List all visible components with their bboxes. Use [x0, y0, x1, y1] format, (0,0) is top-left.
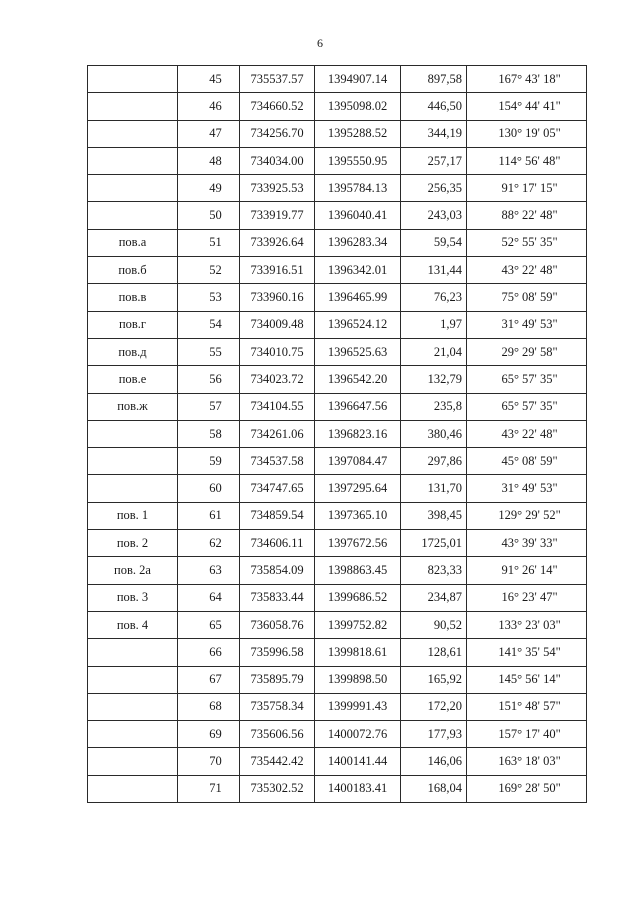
- point-number-cell: 62: [178, 530, 240, 557]
- distance-cell: 1,97: [401, 311, 467, 338]
- y-coordinate-cell: 1396525.63: [315, 338, 401, 365]
- direction-angle-cell: 129° 29' 52": [467, 502, 587, 529]
- point-number-cell: 56: [178, 366, 240, 393]
- x-coordinate-cell: 734261.06: [240, 420, 315, 447]
- x-coordinate-cell: 733916.51: [240, 257, 315, 284]
- distance-cell: 235,8: [401, 393, 467, 420]
- y-coordinate-cell: 1397365.10: [315, 502, 401, 529]
- direction-angle-cell: 91° 26' 14": [467, 557, 587, 584]
- point-label-cell: [88, 175, 178, 202]
- x-coordinate-cell: 734009.48: [240, 311, 315, 338]
- point-label-cell: [88, 93, 178, 120]
- y-coordinate-cell: 1396465.99: [315, 284, 401, 311]
- point-number-cell: 49: [178, 175, 240, 202]
- table-row: [88, 775, 587, 802]
- point-label-cell: [88, 66, 178, 93]
- table-row: [88, 311, 587, 338]
- point-number-cell: 64: [178, 584, 240, 611]
- y-coordinate-cell: 1396040.41: [315, 202, 401, 229]
- direction-angle-cell: 65° 57' 35": [467, 393, 587, 420]
- point-number-cell: 60: [178, 475, 240, 502]
- table-row: [88, 693, 587, 720]
- y-coordinate-cell: 1400141.44: [315, 748, 401, 775]
- table-row: [88, 66, 587, 93]
- direction-angle-cell: 16° 23' 47": [467, 584, 587, 611]
- distance-cell: 234,87: [401, 584, 467, 611]
- direction-angle-cell: 31° 49' 53": [467, 311, 587, 338]
- y-coordinate-cell: 1399752.82: [315, 611, 401, 638]
- x-coordinate-cell: 735302.52: [240, 775, 315, 802]
- table-row: [88, 557, 587, 584]
- y-coordinate-cell: 1395550.95: [315, 147, 401, 174]
- point-label-cell: [88, 693, 178, 720]
- x-coordinate-cell: 735895.79: [240, 666, 315, 693]
- x-coordinate-cell: 735758.34: [240, 693, 315, 720]
- point-label-cell: [88, 639, 178, 666]
- coordinates-table-body: [88, 66, 587, 803]
- distance-cell: 177,93: [401, 721, 467, 748]
- y-coordinate-cell: 1399898.50: [315, 666, 401, 693]
- table-row: [88, 93, 587, 120]
- x-coordinate-cell: 734606.11: [240, 530, 315, 557]
- point-label-cell: [88, 748, 178, 775]
- point-label-cell: пов. 2а: [88, 557, 178, 584]
- x-coordinate-cell: 734034.00: [240, 147, 315, 174]
- direction-angle-cell: 91° 17' 15": [467, 175, 587, 202]
- distance-cell: 256,35: [401, 175, 467, 202]
- point-number-cell: 45: [178, 66, 240, 93]
- direction-angle-cell: 145° 56' 14": [467, 666, 587, 693]
- point-label-cell: пов. 4: [88, 611, 178, 638]
- distance-cell: 131,70: [401, 475, 467, 502]
- distance-cell: 380,46: [401, 420, 467, 447]
- point-label-cell: [88, 420, 178, 447]
- distance-cell: 297,86: [401, 448, 467, 475]
- table-row: [88, 666, 587, 693]
- table-row: [88, 120, 587, 147]
- y-coordinate-cell: 1399991.43: [315, 693, 401, 720]
- direction-angle-cell: 130° 19' 05": [467, 120, 587, 147]
- point-label-cell: пов. 1: [88, 502, 178, 529]
- distance-cell: 131,44: [401, 257, 467, 284]
- table-row: [88, 502, 587, 529]
- y-coordinate-cell: 1395784.13: [315, 175, 401, 202]
- table-row: [88, 475, 587, 502]
- point-label-cell: пов. 3: [88, 584, 178, 611]
- point-label-cell: [88, 202, 178, 229]
- direction-angle-cell: 43° 22' 48": [467, 420, 587, 447]
- y-coordinate-cell: 1396342.01: [315, 257, 401, 284]
- x-coordinate-cell: 734256.70: [240, 120, 315, 147]
- point-number-cell: 53: [178, 284, 240, 311]
- table-row: [88, 284, 587, 311]
- table-row: [88, 202, 587, 229]
- x-coordinate-cell: 733960.16: [240, 284, 315, 311]
- point-number-cell: 58: [178, 420, 240, 447]
- point-label-cell: [88, 475, 178, 502]
- y-coordinate-cell: 1396283.34: [315, 229, 401, 256]
- point-label-cell: пов.ж: [88, 393, 178, 420]
- point-label-cell: [88, 147, 178, 174]
- x-coordinate-cell: 735833.44: [240, 584, 315, 611]
- point-number-cell: 52: [178, 257, 240, 284]
- distance-cell: 146,06: [401, 748, 467, 775]
- y-coordinate-cell: 1399686.52: [315, 584, 401, 611]
- distance-cell: 90,52: [401, 611, 467, 638]
- x-coordinate-cell: 735996.58: [240, 639, 315, 666]
- direction-angle-cell: 169° 28' 50": [467, 775, 587, 802]
- y-coordinate-cell: 1394907.14: [315, 66, 401, 93]
- distance-cell: 21,04: [401, 338, 467, 365]
- point-number-cell: 57: [178, 393, 240, 420]
- direction-angle-cell: 45° 08' 59": [467, 448, 587, 475]
- distance-cell: 257,17: [401, 147, 467, 174]
- point-label-cell: [88, 775, 178, 802]
- point-number-cell: 47: [178, 120, 240, 147]
- x-coordinate-cell: 733926.64: [240, 229, 315, 256]
- point-label-cell: пов. 2: [88, 530, 178, 557]
- point-number-cell: 67: [178, 666, 240, 693]
- table-row: [88, 748, 587, 775]
- y-coordinate-cell: 1396542.20: [315, 366, 401, 393]
- point-number-cell: 55: [178, 338, 240, 365]
- table-row: [88, 175, 587, 202]
- point-label-cell: пов.е: [88, 366, 178, 393]
- table-row: [88, 147, 587, 174]
- x-coordinate-cell: 734747.65: [240, 475, 315, 502]
- table-row: [88, 611, 587, 638]
- x-coordinate-cell: 733925.53: [240, 175, 315, 202]
- x-coordinate-cell: 734660.52: [240, 93, 315, 120]
- distance-cell: 168,04: [401, 775, 467, 802]
- y-coordinate-cell: 1396823.16: [315, 420, 401, 447]
- point-number-cell: 59: [178, 448, 240, 475]
- distance-cell: 344,19: [401, 120, 467, 147]
- direction-angle-cell: 43° 39' 33": [467, 530, 587, 557]
- x-coordinate-cell: 735537.57: [240, 66, 315, 93]
- point-number-cell: 65: [178, 611, 240, 638]
- table-row: [88, 393, 587, 420]
- y-coordinate-cell: 1397295.64: [315, 475, 401, 502]
- distance-cell: 446,50: [401, 93, 467, 120]
- distance-cell: 398,45: [401, 502, 467, 529]
- table-row: [88, 338, 587, 365]
- y-coordinate-cell: 1400072.76: [315, 721, 401, 748]
- distance-cell: 243,03: [401, 202, 467, 229]
- direction-angle-cell: 151° 48' 57": [467, 693, 587, 720]
- point-label-cell: пов.д: [88, 338, 178, 365]
- direction-angle-cell: 141° 35' 54": [467, 639, 587, 666]
- direction-angle-cell: 43° 22' 48": [467, 257, 587, 284]
- y-coordinate-cell: 1397084.47: [315, 448, 401, 475]
- direction-angle-cell: 133° 23' 03": [467, 611, 587, 638]
- table-row: [88, 530, 587, 557]
- point-number-cell: 61: [178, 502, 240, 529]
- table-row: [88, 448, 587, 475]
- table-row: [88, 584, 587, 611]
- direction-angle-cell: 29° 29' 58": [467, 338, 587, 365]
- point-label-cell: пов.б: [88, 257, 178, 284]
- direction-angle-cell: 88° 22' 48": [467, 202, 587, 229]
- distance-cell: 76,23: [401, 284, 467, 311]
- point-number-cell: 51: [178, 229, 240, 256]
- x-coordinate-cell: 734023.72: [240, 366, 315, 393]
- direction-angle-cell: 52° 55' 35": [467, 229, 587, 256]
- point-label-cell: [88, 448, 178, 475]
- y-coordinate-cell: 1395288.52: [315, 120, 401, 147]
- y-coordinate-cell: 1396524.12: [315, 311, 401, 338]
- point-number-cell: 70: [178, 748, 240, 775]
- point-number-cell: 63: [178, 557, 240, 584]
- table-row: [88, 366, 587, 393]
- coordinates-table: [87, 65, 587, 803]
- y-coordinate-cell: 1396647.56: [315, 393, 401, 420]
- table-row: [88, 229, 587, 256]
- distance-cell: 132,79: [401, 366, 467, 393]
- point-label-cell: [88, 666, 178, 693]
- distance-cell: 172,20: [401, 693, 467, 720]
- x-coordinate-cell: 733919.77: [240, 202, 315, 229]
- direction-angle-cell: 114° 56' 48": [467, 147, 587, 174]
- point-label-cell: [88, 120, 178, 147]
- x-coordinate-cell: 734104.55: [240, 393, 315, 420]
- direction-angle-cell: 157° 17' 40": [467, 721, 587, 748]
- x-coordinate-cell: 735854.09: [240, 557, 315, 584]
- distance-cell: 128,61: [401, 639, 467, 666]
- x-coordinate-cell: 734010.75: [240, 338, 315, 365]
- direction-angle-cell: 75° 08' 59": [467, 284, 587, 311]
- point-number-cell: 54: [178, 311, 240, 338]
- table-row: [88, 257, 587, 284]
- distance-cell: 165,92: [401, 666, 467, 693]
- point-number-cell: 48: [178, 147, 240, 174]
- point-label-cell: [88, 721, 178, 748]
- direction-angle-cell: 154° 44' 41": [467, 93, 587, 120]
- x-coordinate-cell: 735442.42: [240, 748, 315, 775]
- y-coordinate-cell: 1399818.61: [315, 639, 401, 666]
- y-coordinate-cell: 1398863.45: [315, 557, 401, 584]
- distance-cell: 1725,01: [401, 530, 467, 557]
- distance-cell: 59,54: [401, 229, 467, 256]
- point-number-cell: 69: [178, 721, 240, 748]
- point-label-cell: пов.а: [88, 229, 178, 256]
- point-number-cell: 68: [178, 693, 240, 720]
- point-label-cell: пов.г: [88, 311, 178, 338]
- x-coordinate-cell: 735606.56: [240, 721, 315, 748]
- x-coordinate-cell: 736058.76: [240, 611, 315, 638]
- x-coordinate-cell: 734859.54: [240, 502, 315, 529]
- point-number-cell: 46: [178, 93, 240, 120]
- page-number: 6: [317, 36, 323, 50]
- direction-angle-cell: 163° 18' 03": [467, 748, 587, 775]
- point-number-cell: 50: [178, 202, 240, 229]
- direction-angle-cell: 31° 49' 53": [467, 475, 587, 502]
- point-number-cell: 71: [178, 775, 240, 802]
- distance-cell: 823,33: [401, 557, 467, 584]
- y-coordinate-cell: 1397672.56: [315, 530, 401, 557]
- point-label-cell: пов.в: [88, 284, 178, 311]
- y-coordinate-cell: 1395098.02: [315, 93, 401, 120]
- table-row: [88, 721, 587, 748]
- direction-angle-cell: 65° 57' 35": [467, 366, 587, 393]
- direction-angle-cell: 167° 43' 18": [467, 66, 587, 93]
- distance-cell: 897,58: [401, 66, 467, 93]
- point-number-cell: 66: [178, 639, 240, 666]
- table-row: [88, 639, 587, 666]
- x-coordinate-cell: 734537.58: [240, 448, 315, 475]
- y-coordinate-cell: 1400183.41: [315, 775, 401, 802]
- table-row: [88, 420, 587, 447]
